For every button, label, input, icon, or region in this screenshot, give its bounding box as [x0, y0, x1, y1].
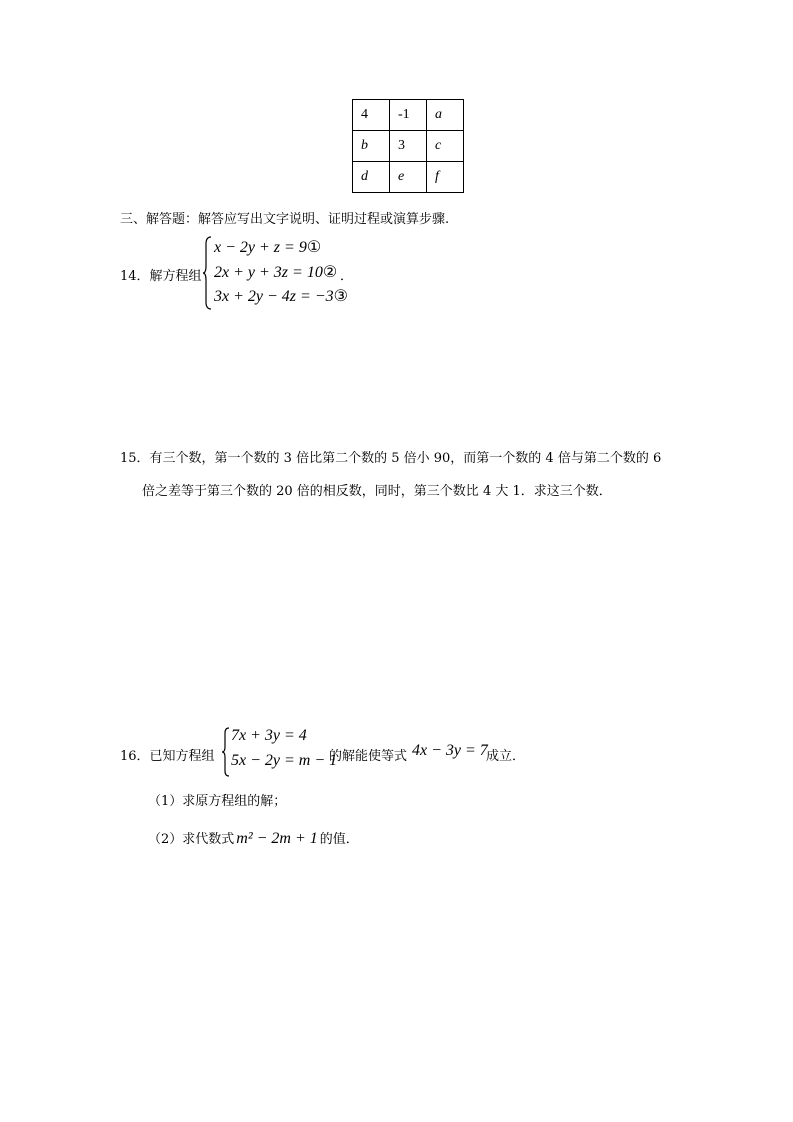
q16-part-2-prefix: （2）求代数式	[148, 832, 235, 847]
grid-row	[353, 131, 464, 162]
grid-cell: d	[353, 162, 390, 193]
q14-equation-2: 2x + y + 3z = 10②	[214, 264, 338, 281]
grid-cell: -1	[390, 100, 427, 131]
grid-cell: c	[427, 131, 464, 162]
q16-label: 16．已知方程组	[120, 749, 215, 764]
q15-line-2: 倍之差等于第三个数的 20 倍的相反数，同时，第三个数比 4 大 1．求这三个数．	[142, 484, 612, 499]
left-brace-icon	[221, 727, 230, 777]
q16-part-1: （1）求原方程组的解；	[148, 794, 287, 809]
q16-equation-2: 5x − 2y = m − 1	[231, 752, 338, 769]
q15-line-1: 15．有三个数，第一个数的 3 倍比第二个数的 5 倍小 90，而第一个数的 4 倍与第二个数的 6	[120, 451, 662, 466]
q16-part-2-expression: m² − 2m + 1	[236, 830, 318, 847]
q14-label: 14．解方程组	[120, 269, 202, 284]
section-heading: 三、解答题：解答应写出文字说明、证明过程或演算步骤.	[120, 212, 450, 227]
q16-part-2-suffix: 的值．	[319, 832, 359, 847]
grid-cell: a	[427, 100, 464, 131]
q14-equation-1: x − 2y + z = 9①	[214, 239, 322, 256]
grid-row	[353, 100, 464, 131]
q16-part-2	[148, 828, 359, 848]
number-grid	[352, 99, 464, 193]
grid-cell: b	[353, 131, 390, 162]
q16-end-text: 成立．	[486, 749, 526, 764]
grid-cell: f	[427, 162, 464, 193]
grid-cell: e	[390, 162, 427, 193]
q14-period: ．	[340, 269, 354, 284]
grid-row	[353, 162, 464, 193]
q16-mid-text: 的解能使等式	[329, 749, 408, 764]
q16-equation-1: 7x + 3y = 4	[231, 727, 307, 744]
q16-condition: 4x − 3y = 7	[412, 742, 488, 759]
left-brace-icon	[202, 236, 212, 310]
q14-equation-3: 3x + 2y − 4z = −3③	[214, 288, 348, 305]
grid-cell: 4	[353, 100, 390, 131]
grid-cell: 3	[390, 131, 427, 162]
